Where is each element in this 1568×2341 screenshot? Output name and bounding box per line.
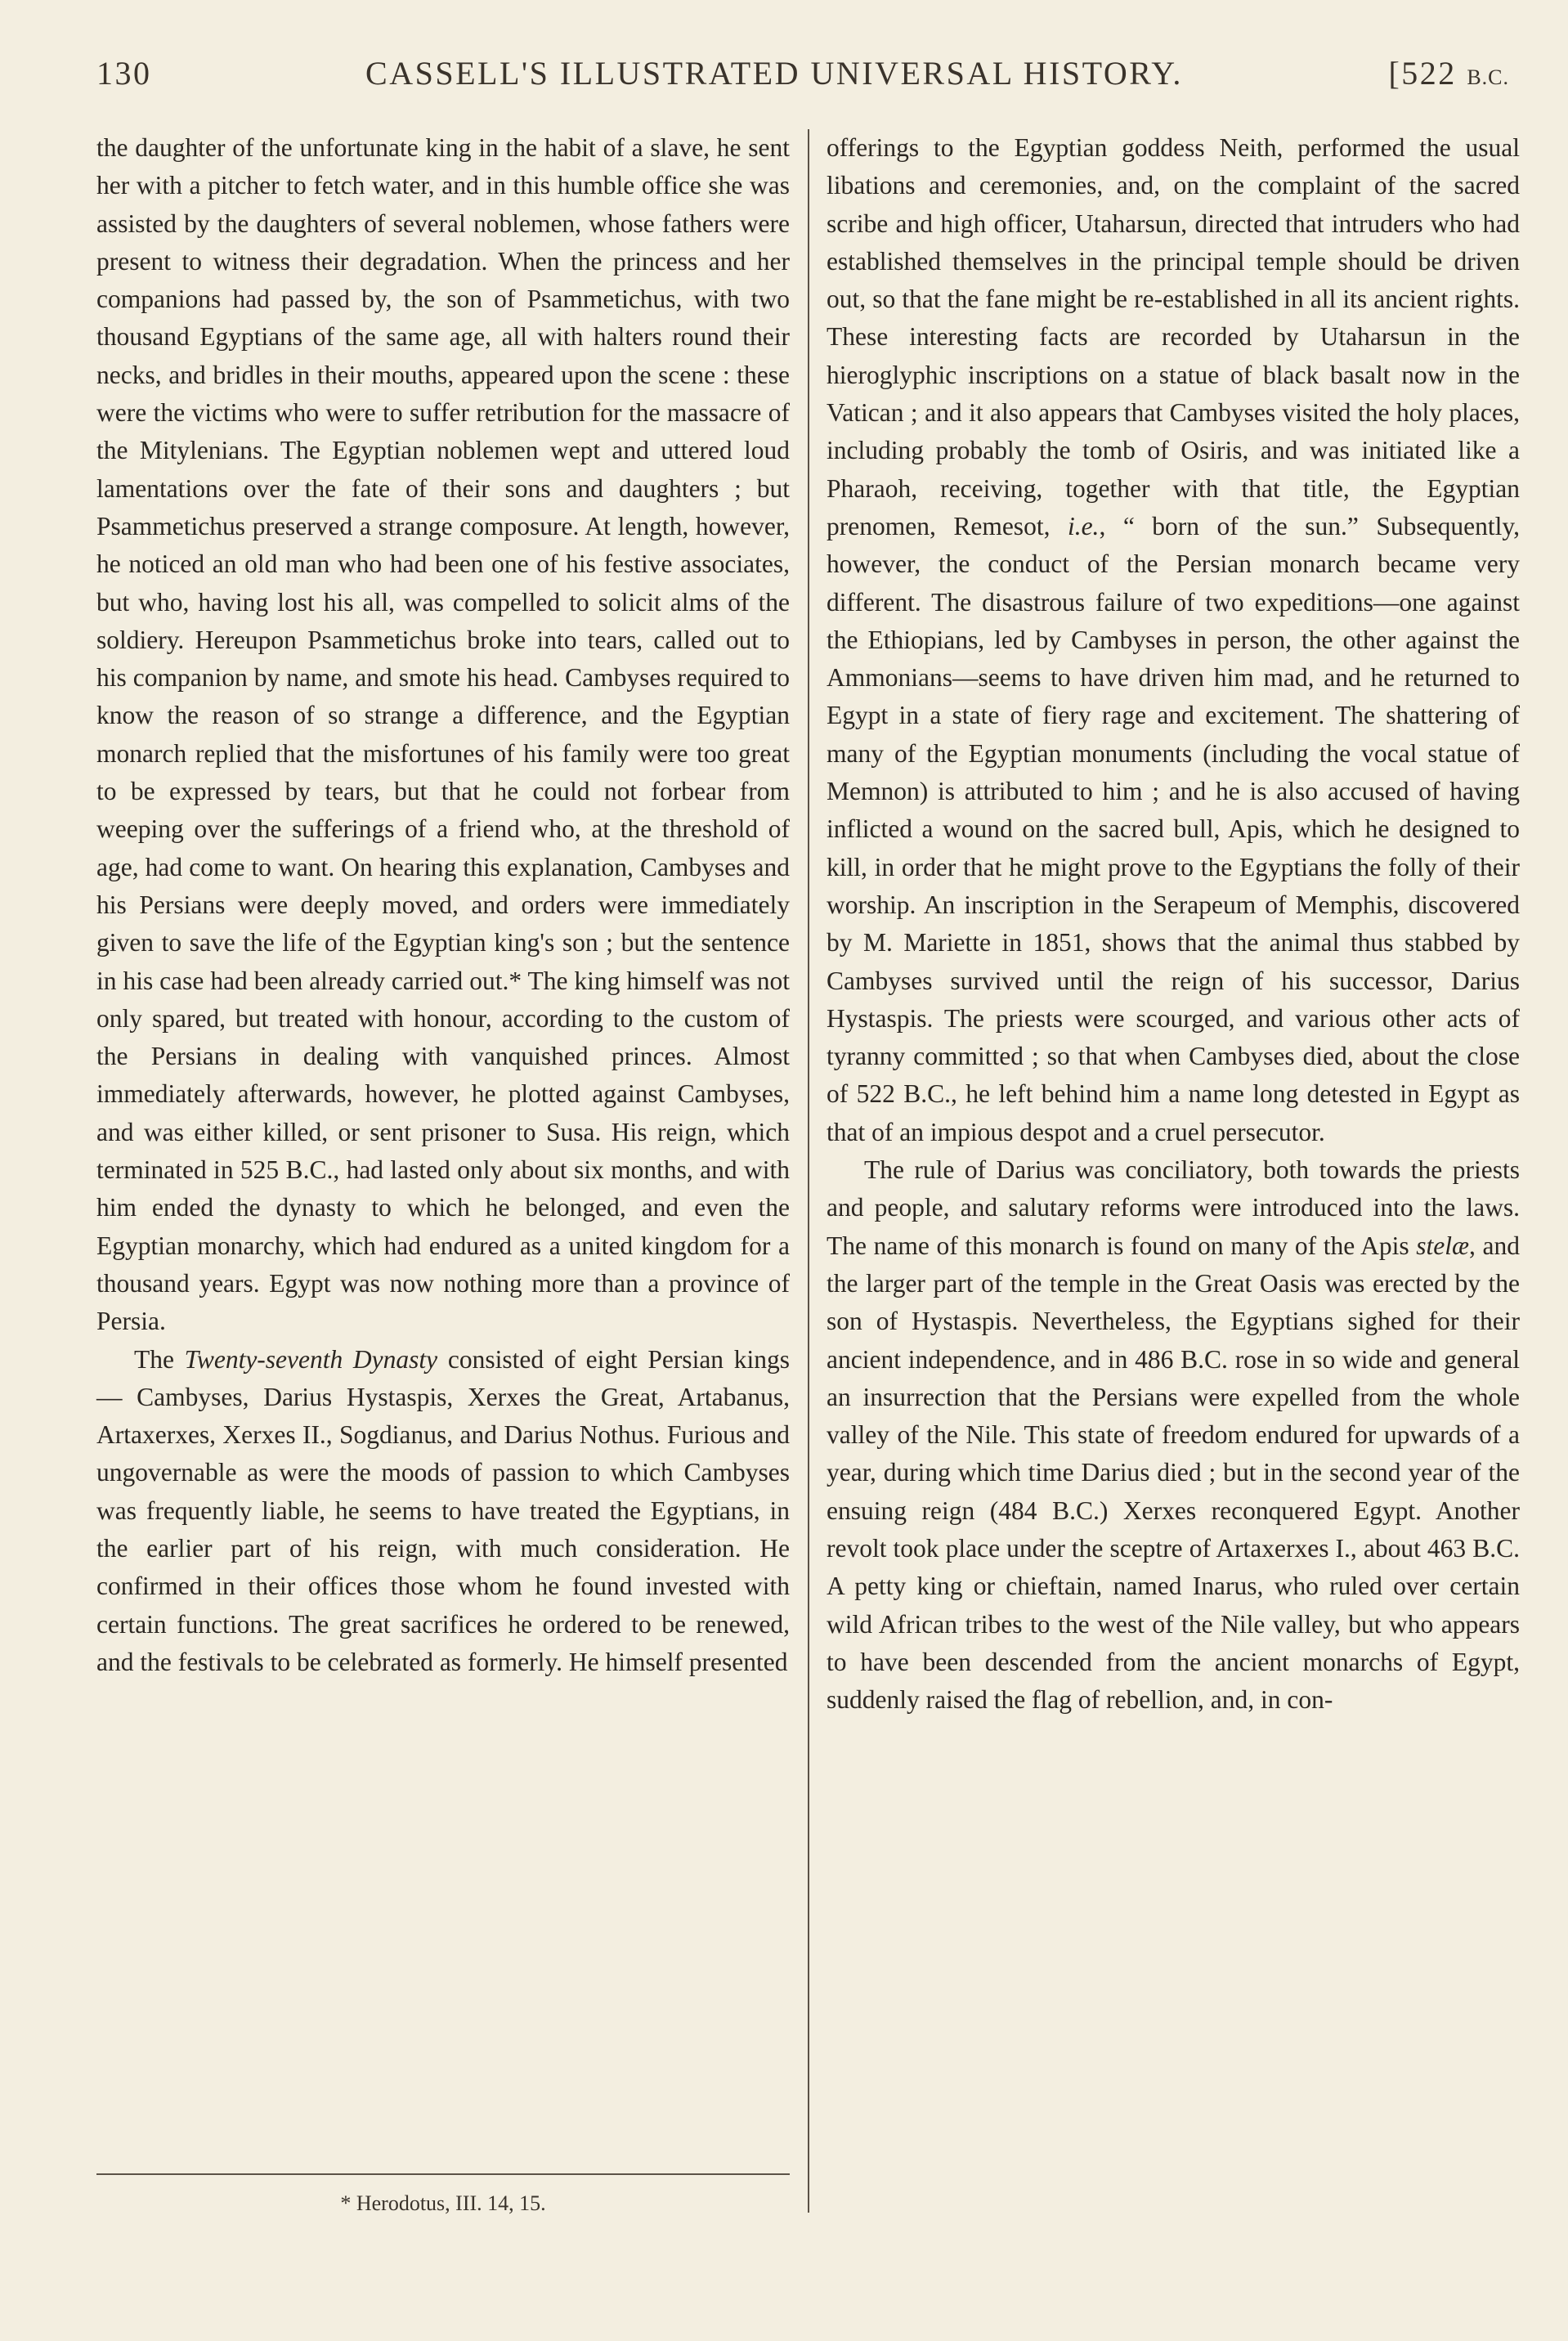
right-column xyxy=(827,129,1520,1719)
column-divider xyxy=(808,129,809,2213)
running-title: CASSELL'S ILLUSTRATED UNIVERSAL HISTORY. xyxy=(365,55,1183,92)
date-range xyxy=(1362,54,1509,92)
running-header xyxy=(96,54,1509,103)
paragraph-twenty-seventh-dynasty: The Twenty-seventh Dynasty consisted of eight Persian kings — Cambyses, Darius Hystaspis, Xerxes the Great, Artabanus, Artaxerxes, Xerxes II., Sogdianus, and Darius Nothus. Furious and ungovernable as were the moods of passion to which Cambyses was frequently liable, he seems to have treated the Egyptians, in the earlier part of his reign, with much consideration. He confirmed in their offices those whom he found invested with certain functions. The great sacrifices he ordered to be renewed, and the festivals to be celebrated as formerly. He himself presented xyxy=(96,1344,790,1676)
paragraph-darius: The rule of Darius was conciliatory, both towards the priests and people, and salutary reforms were introduced into the laws. The name of this monarch is found on many of the Apis stelæ, and the larger part of the temple in the Great Oasis was erected by the son of Hystaspis. Nevertheless, the Egyptians sighed for their ancient independence, and in 486 B.C. rose in so wide and general an insurrection that the Persians were expelled from the whole valley of the Nile. This state of freedom endured for upwards of a year, during which time Darius died ; but in the second year of the ensuing reign (484 B.C.) Xerxes reconquered Egypt. Another revolt took place under the sceptre of Artaxerxes I., about 463 B.C. A petty king or chieftain, named Inarus, who ruled over certain wild African tribes to the west of the Nile valley, but who appears to have been descended from the ancient monarchs of Egypt, suddenly raised the flag of rebellion, and, in con- xyxy=(827,1155,1520,1715)
left-column xyxy=(96,129,790,1681)
paragraph: offerings to the Egyptian goddess Neith, performed the usual libations and ceremonies, and, on the complaint of the sacred scribe and high officer, Utaharsun, directed that intruders who had established themselves in the principal temple should be driven out, so that the fane might be re-established in all its ancient rights. These interesting facts are recorded by Utaharsun in the hieroglyphic inscriptions on a statue of black basalt now in the Vatican ; and it also appears that Cambyses visited the holy places, including probably the tomb of Osiris, and was initiated like a Pharaoh, receiving, together with that title, the Egyptian prenomen, Remesot, i.e., “ born of the sun.” Subsequently, however, the conduct of the Persian monarch became very different. The disastrous failure of two expeditions—one against the Ethiopians, led by Cambyses in person, the other against the Ammonians—seems to have driven him mad, and he returned to Egypt in a state of fiery rage and excitement. The shattering of many of the Egyptian monuments (including the vocal statue of Memnon) is attributed to him ; and he is also accused of having inflicted a wound on the sacred bull, Apis, which he designed to kill, in order that he might prove to the Egyptians the folly of their worship. An inscription in the Serapeum of Memphis, discovered by M. Mariette in 1851, shows that the animal thus stabbed by Cambyses survived until the reign of his successor, Darius Hystaspis. The priests were scourged, and various other acts of tyranny committed ; so that when Cambyses died, about the close of 522 B.C., he left behind him a name long detested in Egypt as that of an impious despot and a cruel persecutor. xyxy=(827,133,1520,1146)
page-number: 130 xyxy=(96,55,152,92)
paragraph: the daughter of the unfortunate king in the habit of a slave, he sent her with a pitcher to fetch water, and in this humble office she was assisted by the daughters of several noblemen, whose fathers were present to witness their degradation. When the princess and her companions had passed by, the son of Psammetichus, with two thousand Egyptians of the same age, all with halters round their necks, and bridles in their mouths, appeared upon the scene : these were the victims who were to suffer retribution for the massacre of the Mitylenians. The Egyptian noblemen wept and uttered loud lamentations over the fate of their sons and daughters ; but Psammetichus preserved a strange composure. At length, however, he noticed an old man who had been one of his festive associates, but who, having lost his all, was compelled to solicit alms of the soldiery. Hereupon Psammetichus broke into tears, called out to his companion by name, and smote his head. Cambyses required to know the reason of so strange a difference, and the Egyptian monarch replied that the misfortunes of his family were too great to be expressed by tears, but that he could not forbear from weeping over the sufferings of a friend who, at the threshold of age, had come to want. On hearing this explanation, Cambyses and his Persians were deeply moved, and orders were immediately given to save the life of the Egyptian king's son ; but the sentence in his case had been already carried out.* The king himself was not only spared, but treated with honour, according to the custom of the Persians in dealing with vanquished princes. Almost immediately afterwards, however, he plotted against Cambyses, and was either killed, or sent prisoner to Susa. His reign, which terminated in 525 B.C., had lasted only about six months, and with him ended the dynasty to which he belonged, and even the Egyptian monarchy, which had endured as a united kingdom for a thousand years. Egypt was now nothing more than a province of Persia. xyxy=(96,133,790,1336)
dynasty-heading: Twenty-seventh Dynasty xyxy=(184,1344,438,1374)
footnote-rule xyxy=(96,2173,790,2175)
footnote: * Herodotus, III. 14, 15. xyxy=(340,2191,546,2215)
date-era: B.C. xyxy=(1467,65,1509,89)
date-year: [522 xyxy=(1388,55,1457,92)
